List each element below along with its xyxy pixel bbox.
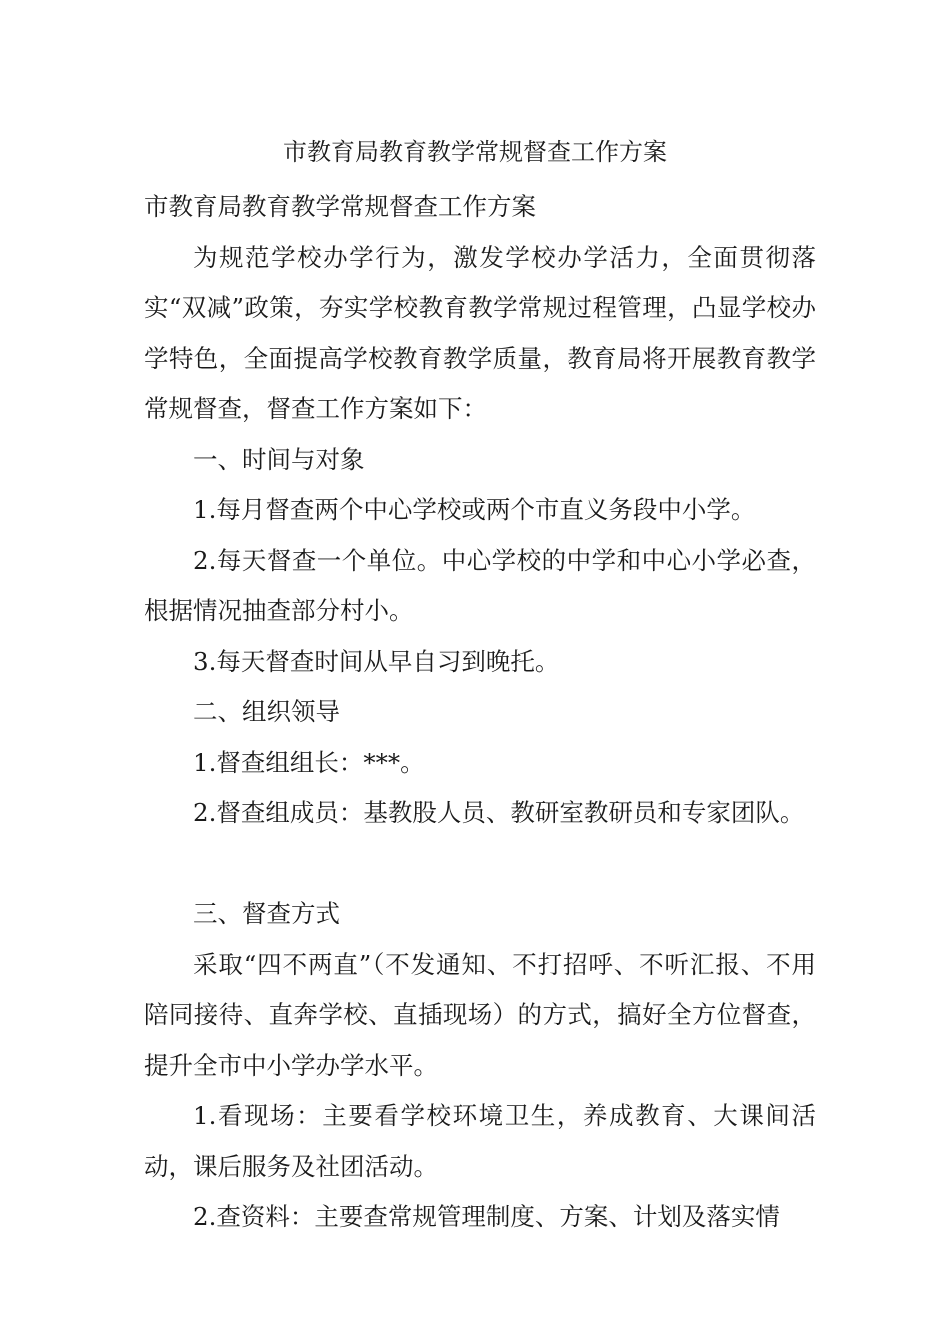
list-item-monthly-inspection: 1.每月督查两个中心学校或两个市直义务段中小学。 [193,495,756,524]
document-body [144,182,816,1243]
section-heading-organization: 二、组织领导 [193,697,340,726]
method-paragraph: 采取“四不两直”（不发通知、不打招呼、不听汇报、不用陪同接待、直奔学校、直插现场）的方式，搞好全方位督查，提升全市中小学办学水平。 [144,949,816,1080]
section-heading-time-and-targets: 一、时间与对象 [193,444,365,474]
list-item-daily-inspection: 2.每天督查一个单位。中心学校的中学和中心小学必查，根据情况抽查部分村小。 [144,545,816,625]
list-item-team-leader: 1.督查组组长：***。 [193,747,425,777]
intro-paragraph: 为规范学校办学行为，激发学校办学活力，全面贯彻落实“双减”政策，夯实学校教育教学常规过程管理，凸显学校办学特色，全面提高学校教育教学质量，教育局将开展教育教学常规督查，督查工作方案如下： [144,242,816,423]
list-item-site-check: 1.看现场：主要看学校环境卫生，养成教育、大课间活动，课后服务及社团活动。 [144,1101,816,1181]
blank-line [144,839,816,890]
list-item-team-members: 2.督查组成员：基教股人员、教研室教研员和专家团队。 [193,798,805,827]
document-title: 市教育局教育教学常规督查工作方案 [283,138,667,166]
list-item-inspection-time: 3.每天督查时间从早自习到晚托。 [193,646,560,676]
document-subtitle: 市教育局教育教学常规督查工作方案 [144,192,536,221]
list-item-document-check: 2.查资料：主要查常规管理制度、方案、计划及落实情 [193,1202,780,1231]
section-heading-inspection-method: 三、督查方式 [193,899,340,928]
